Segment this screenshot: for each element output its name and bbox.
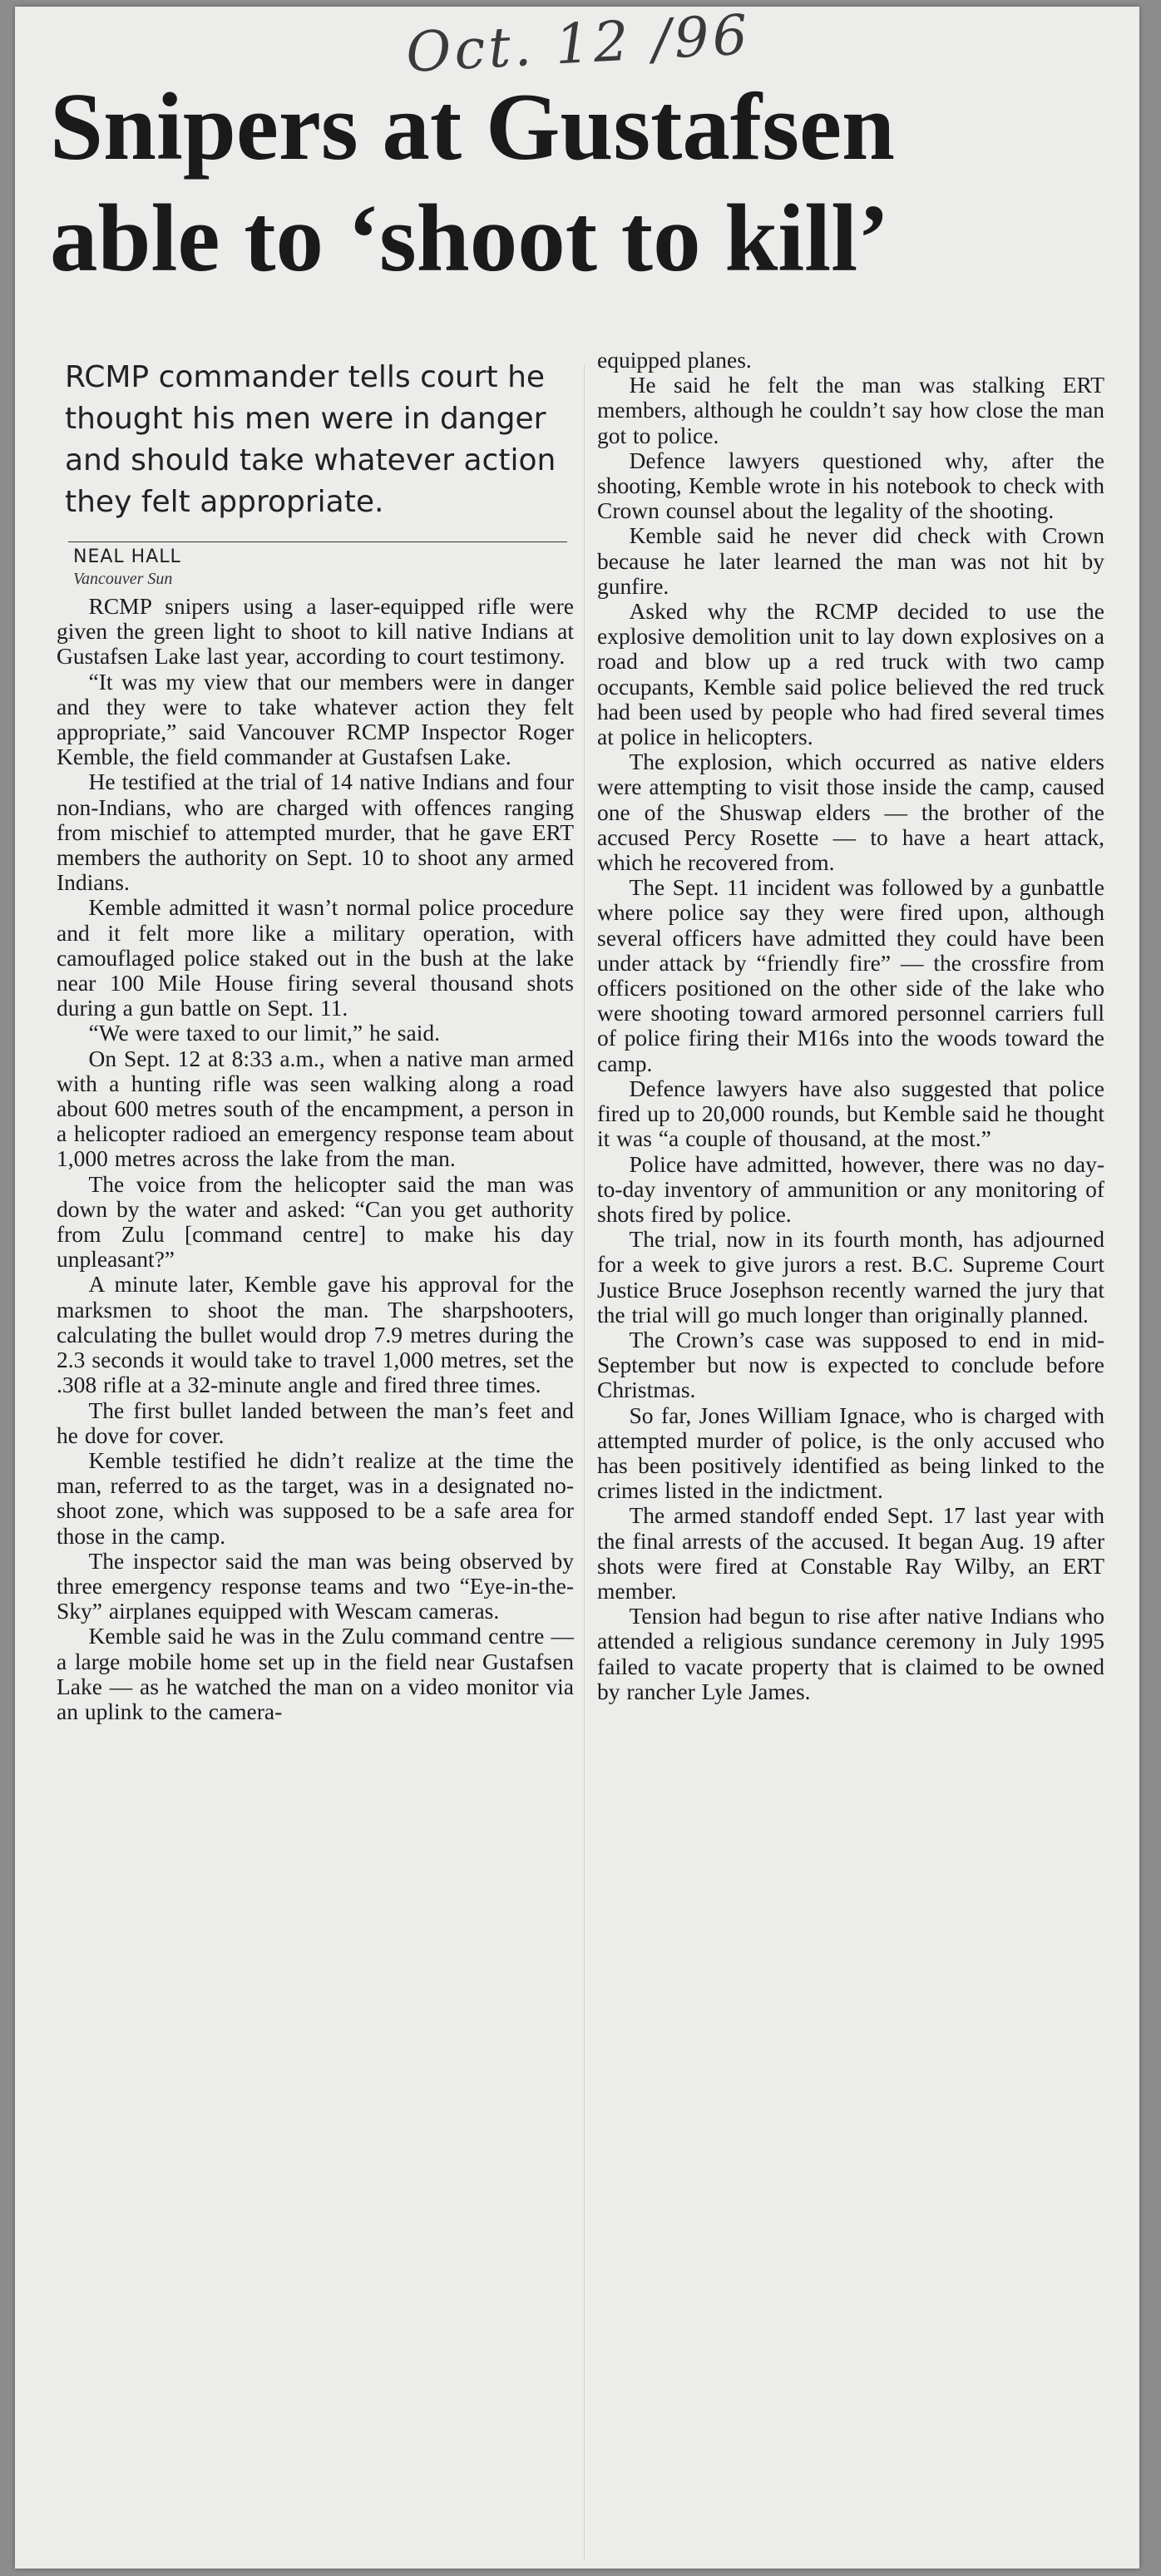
right-continuation: equipped planes. xyxy=(597,347,752,373)
right-paragraph: Tension had begun to rise after native Indians who attended a religious sundance ceremony in July 1995 failed to vacate property that is claimed to be owned by rancher Lyle James. xyxy=(597,1603,1104,1704)
article-column-right xyxy=(597,348,1104,1704)
right-paragraph: The trial, now in its fourth month, has adjourned for a week to give jurors a rest. B.C. Supreme Court Justice Bruce Josephson recently warned the jury that the trial will go much longer than originally planned. xyxy=(597,1226,1104,1328)
left-paragraph: RCMP snipers using a laser-equipped rifle were given the green light to shoot to kill native Indians at Gustafsen Lake last year, according to court testimony. xyxy=(57,593,574,670)
left-paragraph: The first bullet landed between the man’s feet and he dove for cover. xyxy=(57,1397,574,1448)
headline-line-1: Snipers at Gustafsen xyxy=(50,74,895,180)
right-paragraph: The Crown’s case was supposed to end in mid-September but now is expected to conclude before Christmas. xyxy=(597,1326,1104,1403)
newspaper-clipping xyxy=(15,2,1139,2569)
right-paragraph: Asked why the RCMP decided to use the explosive demolition unit to lay down explosives on a road and blow up a red truck with two camp occupants, Kemble said police believed the red truck had been used by people who had fired several times at police in helicopters. xyxy=(597,598,1104,750)
handwritten-date: Oct. 12 /96 xyxy=(404,2,753,85)
right-paragraph: Defence lawyers questioned why, after the shooting, Kemble wrote in his notebook to check with Crown counsel about the legality of the shooting. xyxy=(597,447,1104,524)
right-paragraph: The explosion, which occurred as native elders were attempting to visit those inside the camp, caused one of the Shuswap elders — the brother of the accused Percy Rosette — to have a heart attack, which he recovered from. xyxy=(597,749,1104,876)
left-paragraph: The voice from the helicopter said the man was down by the water and asked: “Can you get authority from Zulu [command centre] to make his day unpleasant?” xyxy=(57,1170,574,1273)
right-paragraph: Police have admitted, however, there was no day-to-day inventory of ammunition or any monitoring of shots fired by police. xyxy=(597,1150,1104,1227)
left-paragraph: Kemble admitted it wasn’t normal police procedure and it felt more like a military operation, with camouflaged police staked out in the bush at the lake near 100 Mile House firing several thousand shots during a gun battle on Sept. 11. xyxy=(57,894,574,1021)
headline-line-2: able to ‘shoot to kill’ xyxy=(50,185,890,291)
left-paragraph: Kemble testified he didn’t realize at the time the man, referred to as the target, was in a designated no-shoot zone, which was supposed to be a safe area for those in the camp. xyxy=(57,1446,574,1549)
right-paragraph: Kemble said he never did check with Crown because he later learned the man was not hit by gunfire. xyxy=(597,522,1104,599)
deck-subheadline: RCMP commander tells court he thought his men were in danger and should take whatever action they felt appropriate. xyxy=(65,360,556,519)
column-separator xyxy=(584,364,585,2560)
byline: NEAL HALL xyxy=(73,546,181,567)
right-paragraph: So far, Jones William Ignace, who is charged with attempted murder of police, is the only accused who has been positively identified as being linked to the crimes listed in the indictment. xyxy=(597,1402,1104,1504)
left-paragraph: He testified at the trial of 14 native Indians and four non-Indians, who are charged with offences ranging from mischief to attempted murder, that he gave ERT members the authority on Sept. 10 to shoot any armed Indians. xyxy=(57,769,574,896)
headline xyxy=(50,72,1114,294)
right-paragraph: The Sept. 11 incident was followed by a gunbattle where police say they were fired upon, although several officers have admitted they could have been under attack by “friendly fire” — the crossfire from officers positioned on the other side of the lake who were shooting toward armored personnel carriers full of police firing their M16s into the woods toward the camp. xyxy=(597,874,1104,1076)
right-paragraph: He said he felt the man was stalking ERT members, although he couldn’t say how close the man got to police. xyxy=(597,372,1104,448)
left-paragraph: “It was my view that our members were in danger and they were to take whatever action they felt appropriate,” said Vancouver RCMP Inspector Roger Kemble, the field commander at Gustafsen Lake. xyxy=(57,668,574,770)
right-paragraph: Defence lawyers have also suggested that police fired up to 20,000 rounds, but Kemble said he thought it was “a couple of thousand, at the most.” xyxy=(597,1075,1104,1152)
source-credit: Vancouver Sun xyxy=(73,570,173,588)
left-paragraph: The inspector said the man was being observed by three emergency response teams and two “Eye-in-the-Sky” airplanes equipped with Wescam cameras. xyxy=(57,1547,574,1624)
left-paragraph: Kemble said he was in the Zulu command centre — a large mobile home set up in the field near Gustafsen Lake — as he watched the man on a video monitor via an uplink to the camera- xyxy=(57,1623,574,1724)
article-column-left xyxy=(57,352,574,1724)
left-paragraph: A minute later, Kemble gave his approval for the marksmen to shoot the man. The sharpshooters, calculating the bullet would drop 7.9 metres during the 2.3 seconds it would take to travel 1,000 metres, set the .308 rifle at a 32-minute angle and fired three times. xyxy=(57,1271,574,1398)
byline-rule xyxy=(68,541,567,542)
left-paragraph: On Sept. 12 at 8:33 a.m., when a native man armed with a hunting rifle was seen walking along a road about 600 metres south of the encampment, a person in a helicopter radioed an emergency response team about 1,000 metres across the lake from the man. xyxy=(57,1045,574,1172)
left-paragraph: “We were taxed to our limit,” he said. xyxy=(88,1020,440,1046)
right-paragraph: The armed standoff ended Sept. 17 last year with the final arrests of the accused. It began Aug. 19 after shots were fired at Constable Ray Wilby, an ERT member. xyxy=(597,1502,1104,1604)
